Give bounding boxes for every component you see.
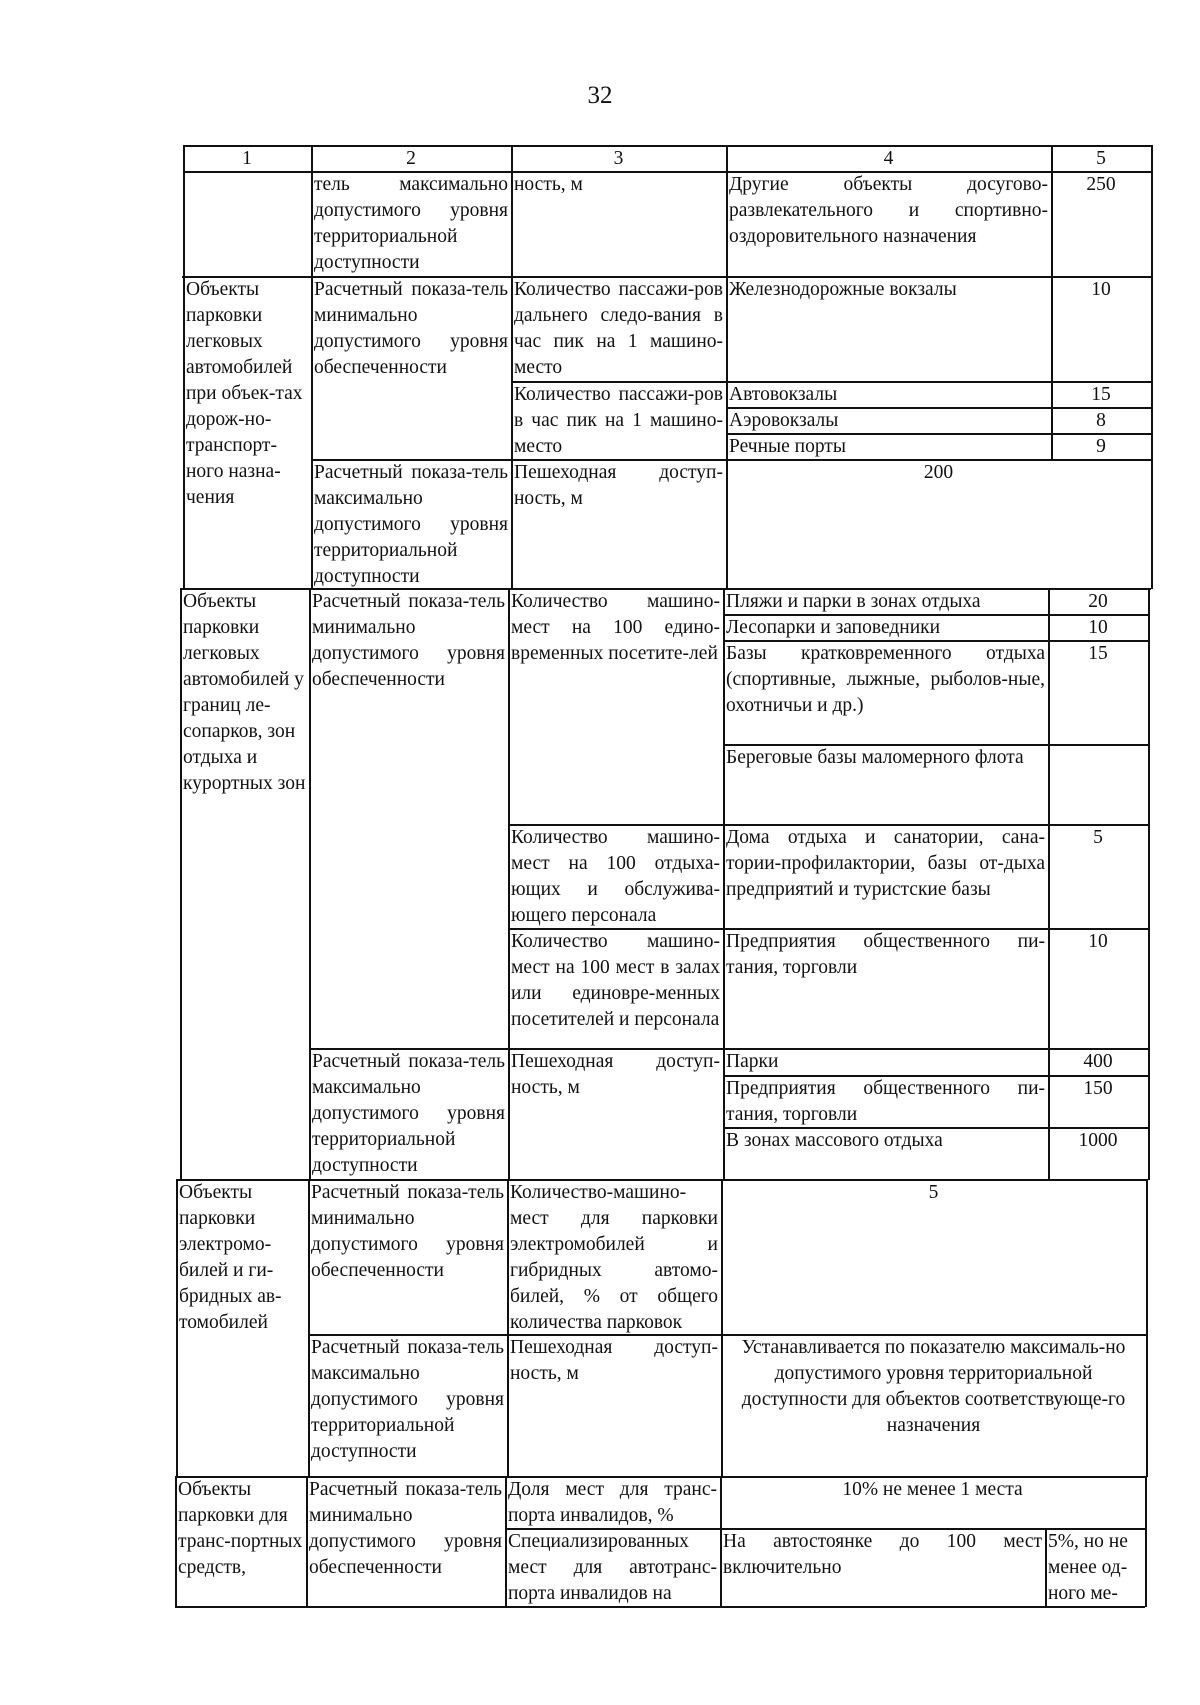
g2-object-catering: Предприятия общественного пи-тания, торговли: [726, 931, 1045, 978]
column-divider: [508, 588, 510, 1180]
row-divider: [505, 1528, 1145, 1530]
cont-metric: ность, м: [514, 174, 583, 195]
group-divider: [180, 588, 1151, 590]
g3-indicator-provision: Расчетный показа-тель минимально допустимого уровня обеспеченности: [311, 1182, 504, 1281]
table-left-border: [180, 588, 182, 1180]
g2-value-short-rest-bases: 15: [1088, 643, 1108, 664]
group-transport-hubs-name: Объекты парковки легковых автомобилей при объек-тах дорож-но-транспорт-ного назна-чения: [186, 279, 303, 508]
g3-metric-walking: Пешеходная доступ-ность, м: [510, 1337, 718, 1384]
g2-value-catering: 10: [1088, 931, 1108, 952]
column-divider: [507, 1179, 509, 1477]
column-divider: [726, 145, 728, 589]
g4-value-disabled-share: 10% не менее 1 места: [842, 1479, 1023, 1500]
column-divider: [721, 1179, 723, 1477]
table-right-border: [1148, 588, 1150, 1180]
g3-value-ev-share: 5: [928, 1182, 939, 1203]
g2-metric-hall-seats: Количество машино-мест на 100 мест в залах или единовре-менных посетителей и персонала: [511, 931, 720, 1030]
g2-object-parks: Парки: [726, 1051, 779, 1072]
g1-value-walking: 200: [923, 462, 954, 483]
g1-object-rail-stations: Железнодорожные вокзалы: [729, 279, 957, 300]
page-number: 32: [587, 82, 613, 109]
g1-value-rail-stations: 10: [1091, 279, 1111, 300]
cont-indicator: тель максимально допустимого уровня территориальной доступности: [314, 174, 508, 273]
g4-metric-special-places: Специализированных мест для автотранс-порта инвалидов на: [508, 1531, 717, 1604]
column-divider: [306, 1476, 308, 1607]
group-electric-vehicles-name: Объекты парковки электромо-билей и ги-бридных ав-томобилей: [179, 1182, 282, 1333]
g2-value-forest-parks: 10: [1088, 617, 1108, 638]
g2-object-catering-walk: Предприятия общественного пи-тания, торговли: [726, 1078, 1045, 1125]
g2-value-parks: 400: [1083, 1051, 1113, 1072]
g2-metric-visitors: Количество машино-мест на 100 едино-временных посетите-лей: [511, 591, 720, 664]
g1-indicator-provision: Расчетный показа-тель минимально допустимого уровня обеспеченности: [314, 279, 508, 378]
row-divider: [182, 276, 1151, 278]
column-divider: [309, 588, 311, 1180]
g1-metric-peak-hour: Количество пассажи-ров в час пик на 1 машино-место: [514, 384, 723, 457]
group-disabled-transport-name: Объекты парковки для транс-портных средств,: [178, 1479, 303, 1578]
table-left-border: [175, 1476, 177, 1607]
row-divider: [723, 1127, 1148, 1129]
g2-metric-walking: Пешеходная доступ-ность, м: [511, 1051, 720, 1098]
g1-object-airports: Аэровокзалы: [729, 410, 839, 431]
column-divider: [308, 1179, 310, 1477]
group-divider: [176, 1179, 1148, 1181]
column-divider: [720, 1476, 722, 1607]
row-divider: [726, 407, 1151, 409]
row-divider: [726, 433, 1151, 435]
row-divider: [723, 614, 1148, 616]
table-bottom-border: [175, 1606, 1145, 1608]
g1-value-bus-stations: 15: [1091, 384, 1111, 405]
table-left-border: [176, 1179, 178, 1477]
row-divider: [723, 744, 1148, 746]
g2-object-sanatoriums: Дома отдыха и санатории, сана-тории-профилактории, базы от-дыха предприятий и туристские базы: [726, 827, 1045, 900]
cont-object: Другие объекты досугово-развлекательного и спортивно-оздоровительного назначения: [729, 174, 1048, 247]
header-col-5: 5: [1096, 148, 1106, 169]
row-divider: [723, 1075, 1148, 1077]
header-bottom-border: [183, 171, 1151, 173]
header-col-3: 3: [613, 148, 624, 169]
table-top-border: [183, 145, 1151, 147]
header-col-4: 4: [883, 148, 894, 169]
g2-object-small-fleet-bases: Береговые базы маломерного флота: [726, 747, 1024, 768]
column-divider: [1048, 588, 1050, 1180]
row-divider: [508, 824, 1148, 826]
g4-value-parking-100: 5%, но не менее од-ного ме-: [1048, 1531, 1128, 1604]
g2-indicator-accessibility: Расчетный показа-тель максимально допустимого уровня территориальной доступности: [312, 1051, 505, 1176]
group-recreation-name: Объекты парковки легковых автомобилей у границ ле-сопарков, зон отдыха и курортных зон: [183, 591, 306, 794]
column-divider: [723, 588, 725, 1180]
table-right-border: [1145, 1476, 1147, 1607]
g1-object-bus-stations: Автовокзалы: [729, 384, 838, 405]
g2-value-sanatoriums: 5: [1093, 827, 1103, 848]
table-right-border: [1151, 145, 1153, 589]
g2-object-beaches: Пляжи и парки в зонах отдыха: [726, 591, 981, 612]
column-divider: [1051, 145, 1053, 460]
column-divider: [1045, 1528, 1047, 1607]
g2-value-small-fleet-bases: [1048, 745, 1148, 825]
g4-object-parking-100: На автостоянке до 100 мест включительно: [723, 1531, 1042, 1578]
g2-value-beaches: 20: [1088, 591, 1108, 612]
column-divider: [511, 145, 513, 589]
g1-value-airports: 8: [1096, 410, 1106, 431]
g1-object-river-ports: Речные порты: [729, 436, 846, 457]
row-divider: [311, 459, 1151, 461]
cont-value: 250: [1086, 174, 1116, 195]
g2-object-short-rest-bases: Базы кратковременного отдыха (спортивные, лыжные, рыболов-ные, охотничьи и др.): [726, 643, 1045, 716]
g1-metric-walking: Пешеходная доступ-ность, м: [514, 462, 723, 509]
header-col-2: 2: [406, 148, 416, 169]
table-left-border: [183, 145, 185, 589]
g1-indicator-accessibility: Расчетный показа-тель максимально допустимого уровня территориальной доступности: [314, 462, 508, 587]
g1-value-river-ports: 9: [1096, 436, 1106, 457]
column-divider: [505, 1476, 507, 1607]
g1-metric-long-distance: Количество пассажи-ров дальнего следо-вания в час пик на 1 машино-место: [514, 279, 723, 378]
row-divider: [308, 1334, 1146, 1336]
g2-value-mass-recreation: 1000: [1078, 1130, 1118, 1151]
g3-value-walking-rule: Устанавливается по показателю максималь-но допустимого уровня территориальной доступности для объектов соответствующе-го назначения: [741, 1337, 1126, 1436]
column-divider: [311, 145, 313, 589]
row-divider: [511, 381, 1151, 383]
table-right-border: [1146, 1179, 1148, 1477]
row-divider: [508, 928, 1148, 930]
g2-object-mass-recreation: В зонах массового отдыха: [726, 1130, 943, 1151]
g4-metric-disabled-share: Доля мест для транс-порта инвалидов, %: [508, 1479, 717, 1526]
g3-metric-ev-share: Количество-машино-мест для парковки электромобилей и гибридных автомо-билей, % от общего количества парковок: [510, 1182, 718, 1333]
header-col-1: 1: [242, 148, 252, 169]
row-divider: [309, 1048, 1148, 1050]
g3-indicator-accessibility: Расчетный показа-тель максимально допустимого уровня территориальной доступности: [311, 1337, 504, 1462]
g2-indicator-provision: Расчетный показа-тель минимально допустимого уровня обеспеченности: [312, 591, 505, 690]
g2-object-forest-parks: Лесопарки и заповедники: [726, 617, 941, 638]
row-divider: [723, 640, 1148, 642]
g2-value-catering-walk: 150: [1083, 1078, 1113, 1099]
g2-metric-resting-staff: Количество машино-мест на 100 отдыха-ющих и обслужива-ющего персонала: [511, 827, 720, 926]
g4-indicator-provision: Расчетный показа-тель минимально допустимого уровня обеспеченности: [309, 1479, 502, 1578]
group-divider: [175, 1476, 1146, 1478]
